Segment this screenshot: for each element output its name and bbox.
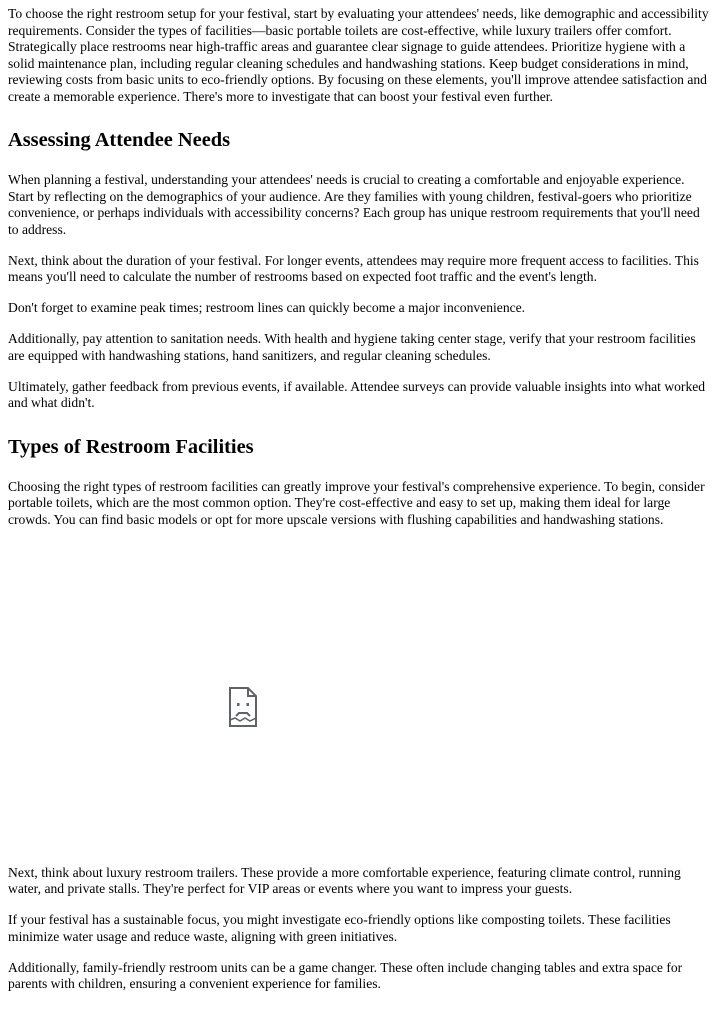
paragraph: When planning a festival, understanding your attendees' needs is crucial to creating a comfortable and enjoyable experience. Start by reflecting on the demographics of your audience. Are they families with young children, festival-goers who prioritize convenience, or perhaps individuals with accessibility concerns? Each group has unique restroom requirements that you'll need to address.: [8, 172, 700, 237]
intro-paragraph: To choose the right restroom setup for your festival, start by evaluating your attendees' needs, like demographic and accessibility requirements. Consider the types of facilities—basic portable toilets are cost-effective, while luxury trailers offer comfort. Strategically place restrooms near high-traffic areas and guarantee clear signage to guide attendees. Prioritize hygiene with a solid maintenance plan, including regular cleaning schedules and handwashing stations. Keep budget considerations in mind, reviewing costs from basic units to eco-friendly options. By focusing on these elements, you'll improve attendee satisfaction and create a memorable experience. There's more to investigate that can boost your festival even further.: [8, 6, 709, 104]
section-heading-facility-types: Types of Restroom Facilities: [8, 435, 254, 458]
section-heading-attendee-needs: Assessing Attendee Needs: [8, 129, 231, 151]
embedded-image: [8, 543, 712, 851]
paragraph: Additionally, family-friendly restroom units can be a game changer. These often include changing tables and extra space for parents with children, ensuring a convenient experience for families.: [8, 959, 683, 991]
paragraph: Next, think about luxury restroom trailers. These provide a more comfortable experience, featuring climate control, running water, and private stalls. They're perfect for VIP areas or events where you want to impress your guests.: [8, 864, 681, 896]
paragraph: Choosing the right types of restroom facilities can greatly improve your festival's comprehensive experience. To begin, consider portable toilets, which are the most common option. They're cost-effective and easy to set up, making them ideal for large crowds. You can find basic models or opt for more upscale versions with flushing capabilities and handwashing stations.: [8, 478, 705, 527]
paragraph: Additionally, pay attention to sanitation needs. With health and hygiene taking center stage, verify that your restroom facilities are equipped with handwashing stations, hand sanitizers, and regular cleaning schedules.: [8, 331, 696, 363]
article: [0, 6, 720, 993]
paragraph: If your festival has a sustainable focus, you might investigate eco-friendly options like composting toilets. These facilities minimize water usage and reduce waste, aligning with green initiatives.: [8, 912, 671, 944]
paragraph: Ultimately, gather feedback from previous events, if available. Attendee surveys can provide valuable insights into what worked and what didn't.: [8, 378, 706, 410]
paragraph: Next, think about the duration of your festival. For longer events, attendees may require more frequent access to facilities. This means you'll need to calculate the number of restrooms based on expected foot traffic and the event's length.: [8, 252, 699, 284]
paragraph: Don't forget to examine peak times; restroom lines can quickly become a major inconvenience.: [8, 300, 526, 315]
broken-image-icon: [228, 687, 258, 727]
